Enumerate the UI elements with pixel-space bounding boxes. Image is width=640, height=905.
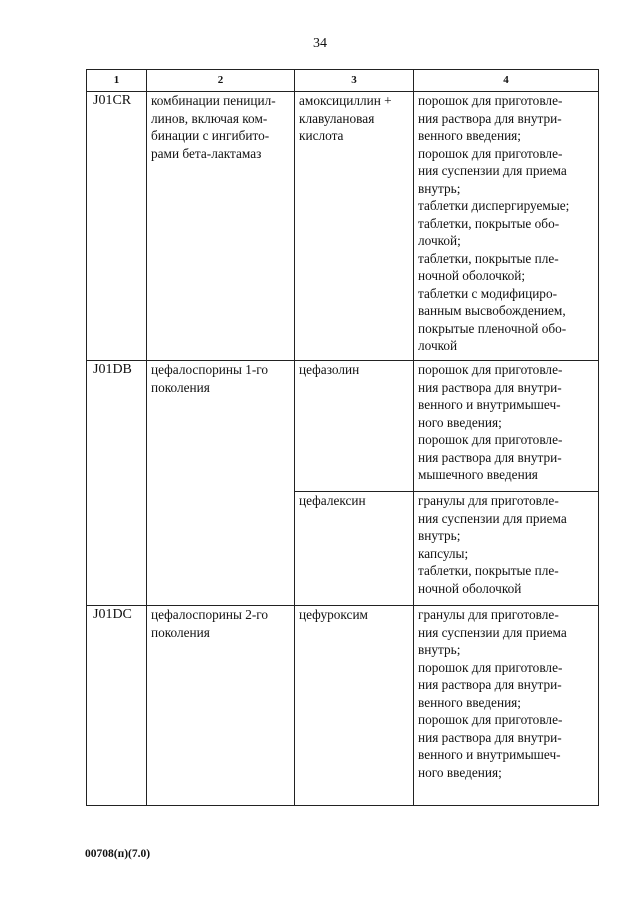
- group-line: комбинации пеницил-: [151, 93, 276, 108]
- group-line: бинации с ингибито-: [151, 128, 270, 143]
- dosage-form-line: ночной оболочкой: [418, 580, 522, 596]
- dosage-forms: [414, 361, 599, 492]
- dosage-form-line: гранулы для приготовле-: [418, 607, 559, 622]
- dosage-form-line: ния суспензии для приема: [418, 163, 567, 178]
- table-row: [87, 92, 599, 361]
- drug-name-line: амоксициллин +: [299, 93, 392, 108]
- drug-name-line: цефалексин: [299, 493, 366, 508]
- atc-code: J01DC: [87, 606, 147, 806]
- dosage-form-line: ния раствора для внутри-: [418, 379, 562, 395]
- dosage-form-line: венного введения;: [418, 128, 521, 143]
- dosage-forms: [414, 492, 599, 606]
- atc-code: J01CR: [87, 92, 147, 361]
- atc-code: J01DB: [87, 361, 147, 606]
- drug-name: [295, 606, 414, 806]
- dosage-form-line: капсулы;: [418, 545, 469, 561]
- dosage-form-line: ного введения;: [418, 414, 502, 430]
- pharmacological-group: [147, 606, 295, 806]
- dosage-form-line: ния суспензии для приема: [418, 510, 567, 526]
- dosage-form-line: ночной оболочкой;: [418, 268, 526, 283]
- medication-table: [86, 69, 599, 806]
- column-header-4: 4: [414, 70, 599, 92]
- group-line: поколения: [151, 379, 210, 395]
- group-line: цефалоспорины 2-го: [151, 607, 269, 622]
- dosage-form-line: ного введения;: [418, 764, 502, 780]
- column-header-1: 1: [87, 70, 147, 92]
- dosage-form-line: мышечного введения: [418, 467, 538, 482]
- dosage-form-line: ния раствора для внутри-: [418, 110, 562, 126]
- dosage-form-line: ния раствора для внутри-: [418, 729, 562, 745]
- dosage-form-line: внутрь;: [418, 180, 461, 196]
- pharmacological-group: [147, 92, 295, 361]
- pharmacological-group: [147, 361, 295, 606]
- drug-name: [295, 92, 414, 361]
- dosage-form-line: венного введения;: [418, 694, 521, 710]
- drug-name-line: кислота: [299, 128, 344, 143]
- dosage-forms: [414, 92, 599, 361]
- dosage-form-line: гранулы для приготовле-: [418, 493, 559, 508]
- group-line: поколения: [151, 624, 210, 640]
- dosage-form-line: порошок для приготовле-: [418, 659, 563, 675]
- dosage-forms: [414, 606, 599, 806]
- document-code: 00708(п)(7.0): [85, 848, 151, 860]
- drug-name: [295, 492, 414, 606]
- dosage-form-line: венного и внутримышеч-: [418, 397, 561, 412]
- column-header-2: 2: [147, 70, 295, 92]
- drug-name-line: цефуроксим: [299, 607, 368, 622]
- dosage-form-line: порошок для приготовле-: [418, 362, 563, 377]
- dosage-form-line: покрытые пленочной обо-: [418, 320, 567, 336]
- table-row: [87, 361, 599, 492]
- dosage-form-line: внутрь;: [418, 642, 461, 657]
- dosage-form-line: таблетки, покрытые пле-: [418, 563, 559, 578]
- dosage-form-line: лочкой;: [418, 233, 461, 248]
- dosage-form-line: таблетки, покрытые обо-: [418, 215, 560, 231]
- group-line: рами бета-лактамаз: [151, 145, 262, 161]
- dosage-form-line: ванным высвобождением,: [418, 303, 566, 318]
- column-header-3: 3: [295, 70, 414, 92]
- dosage-form-line: ния раствора для внутри-: [418, 677, 562, 692]
- dosage-form-line: ния раствора для внутри-: [418, 449, 562, 465]
- page-number: 34: [313, 36, 327, 51]
- drug-name-line: клавулановая: [299, 110, 375, 126]
- dosage-form-line: порошок для приготовле-: [418, 712, 563, 727]
- table-header-row: [87, 70, 599, 92]
- group-line: линов, включая ком-: [151, 110, 268, 126]
- group-line: цефалоспорины 1-го: [151, 362, 269, 377]
- dosage-form-line: порошок для приготовле-: [418, 145, 563, 161]
- dosage-form-line: порошок для приготовле-: [418, 93, 563, 108]
- dosage-form-line: ния суспензии для приема: [418, 624, 567, 640]
- dosage-form-line: венного и внутримышеч-: [418, 747, 561, 762]
- drug-name-line: цефазолин: [299, 362, 360, 377]
- dosage-form-line: таблетки диспергируемые;: [418, 198, 570, 213]
- dosage-form-line: порошок для приготовле-: [418, 432, 563, 447]
- dosage-form-line: таблетки, покрытые пле-: [418, 250, 559, 266]
- table-row: [87, 606, 599, 806]
- dosage-form-line: лочкой: [418, 338, 458, 353]
- dosage-form-line: внутрь;: [418, 528, 461, 543]
- dosage-form-line: таблетки с модифициро-: [418, 285, 558, 301]
- drug-name: [295, 361, 414, 492]
